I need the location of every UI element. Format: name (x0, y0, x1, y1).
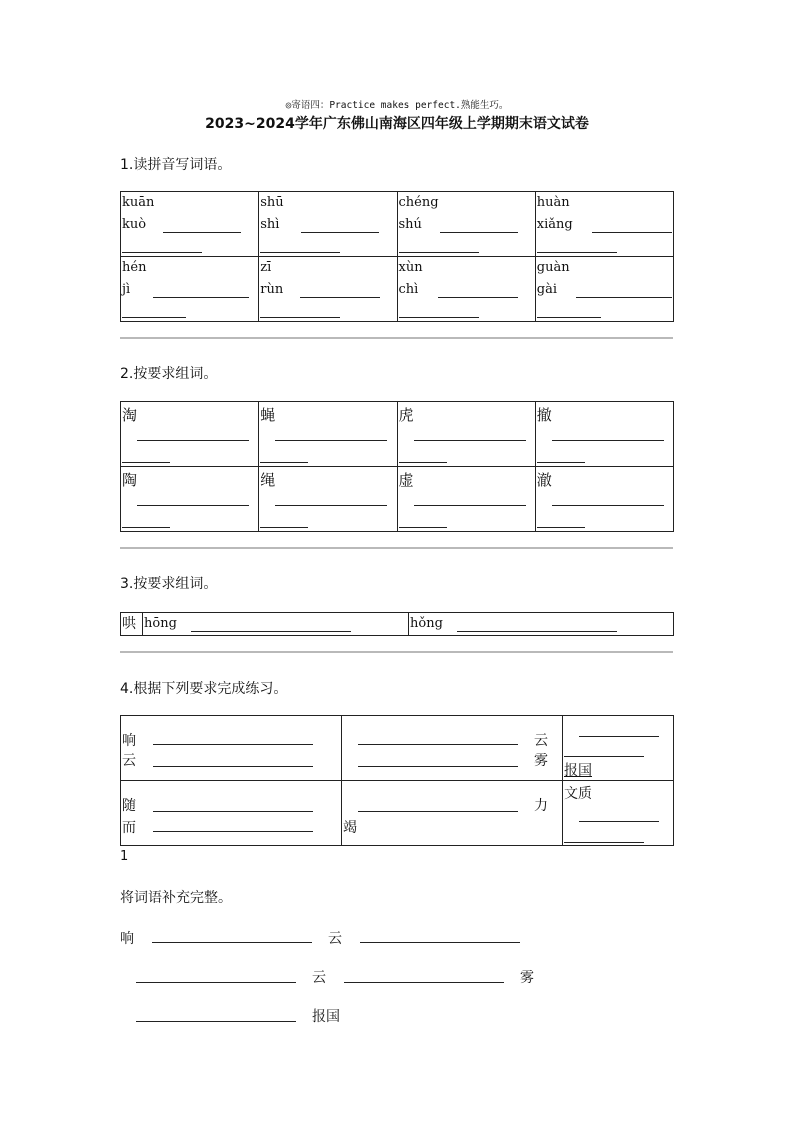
q4-heading: 4.根据下列要求完成练习。 (120, 681, 288, 697)
answer-blank[interactable] (260, 317, 340, 318)
pinyin-label: hǒng (410, 616, 443, 631)
given-char: 蝇 (260, 406, 276, 424)
pinyin-bottom: gài (536, 282, 557, 297)
q2-cell (536, 402, 673, 466)
given-char: 撤 (536, 406, 552, 424)
q4-cell (342, 716, 562, 780)
given-char: 雾 (534, 753, 548, 769)
q1-heading: 1.读拼音写词语。 (120, 157, 232, 173)
answer-blank[interactable] (576, 297, 672, 298)
answer-blank[interactable] (153, 744, 313, 745)
q4-cell (121, 716, 341, 780)
answer-blank[interactable] (358, 744, 518, 745)
answer-blank[interactable] (191, 631, 351, 632)
q4-table (120, 715, 674, 846)
given-char: 陶 (122, 471, 138, 489)
given-char: 绳 (260, 471, 276, 489)
answer-blank[interactable] (260, 527, 308, 528)
answer-blank[interactable] (414, 440, 526, 441)
answer-blank[interactable] (537, 317, 601, 318)
answer-blank[interactable] (275, 440, 387, 441)
pinyin-bottom: rùn (260, 282, 284, 297)
answer-blank[interactable] (414, 505, 526, 506)
q4-cell (563, 781, 673, 845)
answer-blank[interactable] (358, 766, 518, 767)
q2-heading: 2.按要求组词。 (120, 366, 218, 382)
answer-blank[interactable] (163, 232, 241, 233)
pinyin-top: huàn (536, 195, 570, 210)
q1-cell (259, 192, 396, 256)
q2-cell (121, 402, 258, 466)
answer-blank[interactable] (122, 252, 202, 253)
answer-blank[interactable] (300, 297, 380, 298)
separator (120, 651, 673, 653)
answer-blank[interactable] (440, 232, 518, 233)
exam-title: 2023~2024学年广东佛山南海区四年级上学期期末语文试卷 (205, 116, 589, 132)
answer-blank[interactable] (579, 736, 659, 737)
q1-cell (536, 192, 673, 256)
answer-blank[interactable] (592, 232, 672, 233)
q3-table (120, 612, 674, 636)
answer-blank[interactable] (153, 297, 249, 298)
pinyin-bottom: chì (398, 282, 419, 297)
answer-blank[interactable] (153, 831, 313, 832)
answer-blank[interactable] (579, 821, 659, 822)
q1-table (120, 191, 674, 322)
answer-blank[interactable] (552, 440, 664, 441)
q2-cell (121, 467, 258, 531)
answer-blank[interactable] (137, 505, 249, 506)
answer-blank[interactable] (301, 232, 379, 233)
q2-cell (398, 467, 535, 531)
q2-cell (398, 402, 535, 466)
answer-blank[interactable] (564, 842, 644, 843)
q1-cell (259, 257, 396, 321)
pinyin-label: hōng (144, 616, 177, 631)
pinyin-top: xùn (398, 260, 423, 275)
answer-blank[interactable] (122, 462, 170, 463)
q1-cell (398, 257, 535, 321)
q2-table (120, 401, 674, 532)
answer-blank[interactable] (136, 982, 296, 983)
given-char: 云 (328, 931, 342, 947)
q1-cell (121, 257, 258, 321)
answer-blank[interactable] (344, 982, 504, 983)
answer-blank[interactable] (122, 317, 186, 318)
motto: ◎寄语四：Practice makes perfect.熟能生巧。 (285, 100, 509, 111)
answer-blank[interactable] (438, 297, 518, 298)
given-char: 云 (312, 970, 326, 986)
pinyin-top: kuān (122, 195, 155, 210)
pinyin-top: shū (260, 195, 284, 210)
given-char: 响 (120, 931, 134, 947)
answer-blank[interactable] (537, 462, 585, 463)
given-char: 响 (122, 733, 136, 749)
pinyin-bottom: shì (260, 217, 280, 232)
pinyin-bottom: shú (398, 217, 422, 232)
given-char: 虚 (398, 471, 414, 489)
answer-blank[interactable] (122, 527, 170, 528)
q1-cell (536, 257, 673, 321)
answer-blank[interactable] (260, 462, 308, 463)
pinyin-top: chéng (398, 195, 439, 210)
sub-question-prompt: 将词语补充完整。 (120, 890, 232, 906)
given-char: 云 (534, 733, 548, 749)
q1-cell (398, 192, 535, 256)
q4-cell (563, 716, 673, 780)
given-char: 随 (122, 798, 136, 814)
separator (120, 337, 673, 339)
answer-blank[interactable] (152, 942, 312, 943)
given-char: 而 (122, 820, 136, 836)
q2-cell (259, 467, 396, 531)
answer-blank[interactable] (358, 811, 518, 812)
pinyin-bottom: kuò (122, 217, 147, 232)
answer-blank[interactable] (399, 462, 447, 463)
given-char: 雾 (520, 970, 534, 986)
given-char: 云 (122, 753, 136, 769)
pinyin-top: guàn (536, 260, 570, 275)
given-word: 文质 (564, 786, 592, 802)
answer-blank[interactable] (564, 756, 644, 757)
answer-blank[interactable] (260, 252, 340, 253)
answer-blank[interactable] (153, 811, 313, 812)
given-char: 哄 (122, 616, 136, 632)
given-char: 虎 (398, 406, 414, 424)
answer-blank[interactable] (399, 317, 479, 318)
q2-cell (536, 467, 673, 531)
answer-blank[interactable] (537, 252, 617, 253)
given-word: 报国 (312, 1009, 340, 1025)
sub-question-number: 1 (120, 849, 129, 864)
q4-cell (342, 781, 562, 845)
pinyin-top: zī (260, 260, 272, 275)
given-char: 淘 (122, 406, 138, 424)
q4-cell (121, 781, 341, 845)
answer-blank[interactable] (399, 252, 479, 253)
answer-blank[interactable] (275, 505, 387, 506)
q3-heading: 3.按要求组词。 (120, 576, 218, 592)
q1-cell (121, 192, 258, 256)
answer-blank[interactable] (537, 527, 585, 528)
answer-blank[interactable] (457, 631, 617, 632)
given-word: 报国 (564, 763, 592, 779)
pinyin-bottom: xiǎng (536, 217, 573, 232)
pinyin-top: hén (122, 260, 147, 275)
given-char: 力 (534, 798, 548, 814)
answer-blank[interactable] (136, 1021, 296, 1022)
separator (120, 547, 673, 549)
answer-blank[interactable] (153, 766, 313, 767)
given-char: 竭 (343, 820, 357, 836)
answer-blank[interactable] (552, 505, 664, 506)
pinyin-bottom: jì (122, 282, 131, 297)
q2-cell (259, 402, 396, 466)
answer-blank[interactable] (360, 942, 520, 943)
answer-blank[interactable] (137, 440, 249, 441)
given-char: 澈 (536, 471, 552, 489)
answer-blank[interactable] (399, 527, 447, 528)
